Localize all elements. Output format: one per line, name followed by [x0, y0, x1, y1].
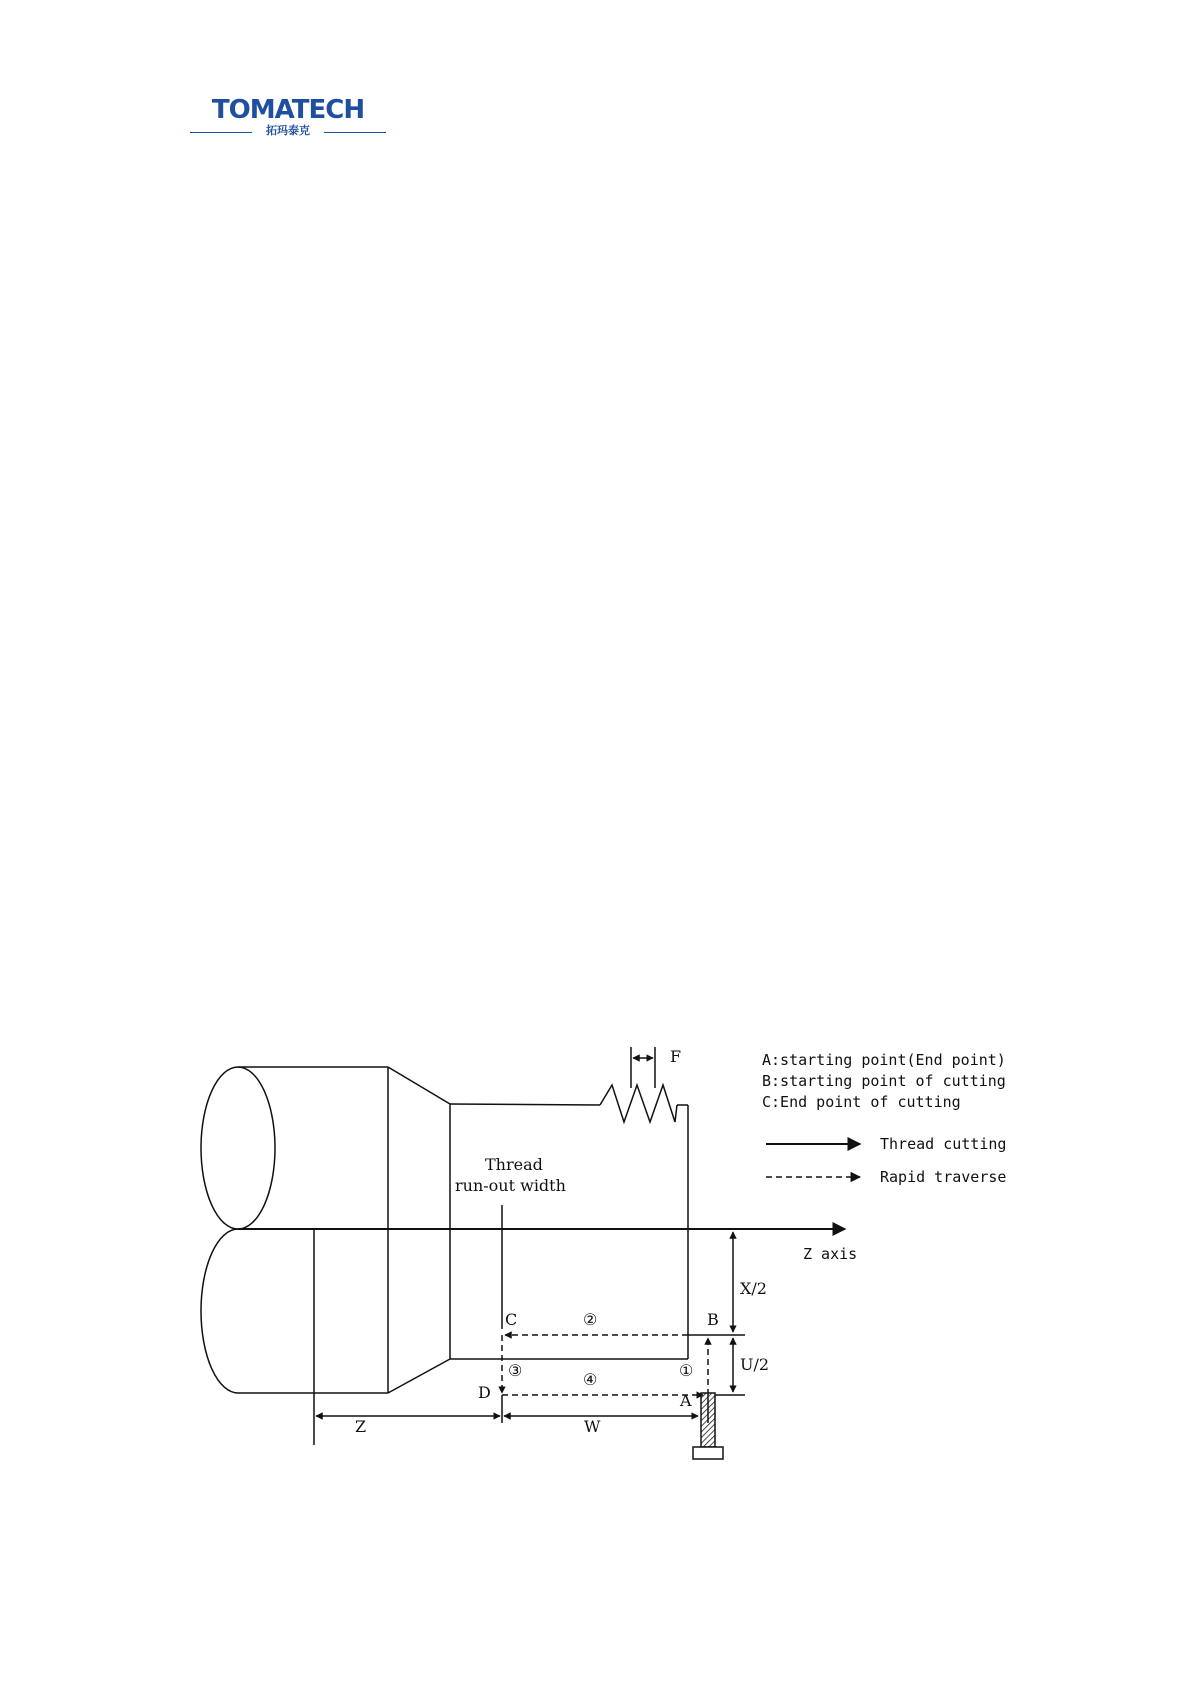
z-dim-label: Z	[355, 1417, 367, 1436]
legend-thread-cutting: Thread cutting	[880, 1135, 1007, 1153]
shaft-top-edge	[450, 1104, 600, 1105]
taper-bottom	[388, 1359, 450, 1393]
legend-point-b: B:starting point of cutting	[762, 1072, 1006, 1090]
pitch-label: F	[670, 1047, 682, 1066]
u-half-label: U/2	[740, 1355, 770, 1374]
legend-rapid-traverse: Rapid traverse	[880, 1168, 1007, 1186]
step-2-label: ②	[583, 1310, 598, 1329]
tool-holder	[693, 1447, 723, 1459]
point-a-label: A	[680, 1391, 692, 1410]
chuck-ellipse-top	[201, 1067, 275, 1229]
point-d-label: D	[478, 1383, 491, 1402]
chuck-ellipse-bottom	[201, 1229, 238, 1393]
step-4-label: ④	[583, 1370, 598, 1389]
logo-wordmark: TOMATECH	[211, 95, 365, 125]
thread-profile	[600, 1085, 677, 1122]
runout-label-line1: Thread	[485, 1155, 543, 1174]
x-half-label: X/2	[740, 1279, 767, 1298]
runout-label-line2: run-out width	[455, 1176, 566, 1195]
legend-point-c: C:End point of cutting	[762, 1093, 961, 1111]
point-b-label: B	[707, 1310, 719, 1329]
taper-top	[388, 1067, 450, 1104]
z-axis-label: Z axis	[803, 1245, 858, 1263]
point-c-label: C	[505, 1310, 518, 1329]
legend-point-a: A:starting point(End point)	[762, 1051, 1006, 1069]
w-dim-label: W	[584, 1417, 601, 1436]
step-1-label: ①	[679, 1361, 694, 1380]
logo-subtitle: 拓玛泰克	[266, 124, 310, 137]
step-3-label: ③	[508, 1361, 523, 1380]
